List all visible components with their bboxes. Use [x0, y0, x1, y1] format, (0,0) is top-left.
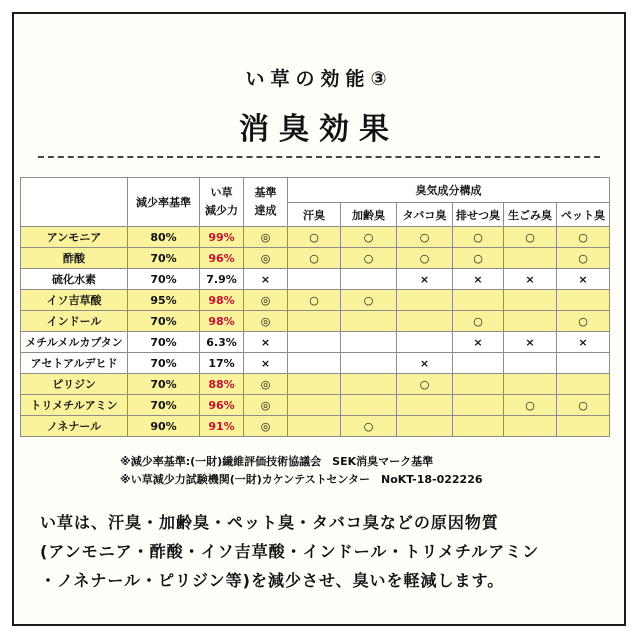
standard-cell: 70% [128, 395, 200, 416]
odor-mark-cell [504, 416, 557, 437]
met-cell: ◎ [244, 395, 288, 416]
table-row [21, 290, 610, 311]
description-line: ・ノネナール・ピリジン等)を減少させ、臭いを軽減します。 [40, 571, 505, 590]
power-cell: 99% [200, 227, 244, 248]
substance-name-cell: 酢酸 [21, 248, 128, 269]
odor-mark-cell: ○ [288, 290, 341, 311]
odor-mark-cell [341, 353, 397, 374]
footnotes [120, 453, 483, 489]
met-cell: × [244, 332, 288, 353]
odor-mark-cell [288, 269, 341, 290]
substance-name-cell: メチルメルカプタン [21, 332, 128, 353]
standard-cell: 70% [128, 269, 200, 290]
header-odor-column: タバコ臭 [397, 203, 453, 227]
odor-mark-cell: ○ [397, 374, 453, 395]
odor-mark-cell: ○ [288, 248, 341, 269]
footnote: ※い草減少力試験機関(一財)カケンテストセンター NoKT-18-022226 [120, 473, 483, 486]
odor-mark-cell [453, 416, 504, 437]
header-substance [21, 178, 128, 227]
odor-mark-cell [341, 374, 397, 395]
odor-mark-cell [397, 395, 453, 416]
odor-mark-cell [341, 332, 397, 353]
page-title: 消臭効果 [239, 112, 399, 147]
power-cell: 6.3% [200, 332, 244, 353]
substance-name-cell: トリメチルアミン [21, 395, 128, 416]
odor-mark-cell [288, 374, 341, 395]
odor-mark-cell: × [397, 353, 453, 374]
odor-mark-cell [341, 395, 397, 416]
substance-name-cell: ピリジン [21, 374, 128, 395]
description-line: い草は、汗臭・加齢臭・ペット臭・タバコ臭などの原因物質 [40, 513, 499, 532]
odor-mark-cell: ○ [557, 311, 610, 332]
description-line: (アンモニア・酢酸・イソ吉草酸・インドール・トリメチルアミン [40, 542, 540, 561]
met-cell: ◎ [244, 248, 288, 269]
odor-mark-cell [504, 353, 557, 374]
table-row [21, 311, 610, 332]
odor-mark-cell [557, 353, 610, 374]
standard-cell: 90% [128, 416, 200, 437]
footnote: ※減少率基準:(一財)繊維評価技術協議会 SEK消臭マーク基準 [120, 455, 434, 468]
odor-mark-cell [397, 332, 453, 353]
substance-name-cell: アセトアルデヒド [21, 353, 128, 374]
odor-mark-cell [341, 311, 397, 332]
odor-mark-cell: × [504, 332, 557, 353]
odor-mark-cell: × [557, 332, 610, 353]
header-odor-column: 排せつ臭 [453, 203, 504, 227]
odor-mark-cell [504, 248, 557, 269]
odor-mark-cell: ○ [557, 227, 610, 248]
odor-mark-cell [453, 290, 504, 311]
standard-cell: 80% [128, 227, 200, 248]
dashed-divider [38, 156, 600, 158]
table-row [21, 269, 610, 290]
odor-mark-cell [557, 290, 610, 311]
standard-cell: 70% [128, 311, 200, 332]
power-cell: 88% [200, 374, 244, 395]
header-odor-column: 汗臭 [288, 203, 341, 227]
table-row [21, 227, 610, 248]
header-reduction-standard: 減少率基準 [128, 178, 200, 227]
met-cell: × [244, 269, 288, 290]
standard-cell: 70% [128, 248, 200, 269]
header-reduction-power: い草 減少力 [200, 178, 244, 227]
odor-mark-cell [504, 290, 557, 311]
table-row [21, 395, 610, 416]
odor-mark-cell: × [453, 332, 504, 353]
header-odor-column: 生ごみ臭 [504, 203, 557, 227]
odor-mark-cell: ○ [453, 227, 504, 248]
odor-mark-cell [557, 374, 610, 395]
power-cell: 98% [200, 311, 244, 332]
odor-mark-cell [341, 269, 397, 290]
substance-name-cell: ノネナール [21, 416, 128, 437]
substance-name-cell: 硫化水素 [21, 269, 128, 290]
power-cell: 96% [200, 395, 244, 416]
table-row [21, 332, 610, 353]
power-cell: 17% [200, 353, 244, 374]
substance-name-cell: アンモニア [21, 227, 128, 248]
odor-mark-cell [453, 353, 504, 374]
page-subtitle: い草の効能③ [245, 68, 393, 90]
odor-mark-cell: ○ [453, 311, 504, 332]
standard-cell: 70% [128, 332, 200, 353]
substance-name-cell: イソ吉草酸 [21, 290, 128, 311]
met-cell: ◎ [244, 311, 288, 332]
deodorant-table [20, 177, 610, 437]
odor-mark-cell [397, 290, 453, 311]
odor-mark-cell [288, 332, 341, 353]
odor-mark-cell: ○ [341, 290, 397, 311]
odor-mark-cell [288, 353, 341, 374]
met-cell: × [244, 353, 288, 374]
met-cell: ◎ [244, 374, 288, 395]
odor-mark-cell [288, 416, 341, 437]
table-row [21, 374, 610, 395]
standard-cell: 70% [128, 353, 200, 374]
table-row [21, 416, 610, 437]
odor-mark-cell: ○ [397, 248, 453, 269]
header-odor-column: 加齢臭 [341, 203, 397, 227]
odor-mark-cell: ○ [341, 227, 397, 248]
odor-mark-cell: ○ [557, 395, 610, 416]
odor-mark-cell [504, 374, 557, 395]
odor-mark-cell: ○ [453, 248, 504, 269]
odor-mark-cell: ○ [557, 248, 610, 269]
odor-mark-cell [397, 311, 453, 332]
odor-mark-cell [288, 395, 341, 416]
table-row [21, 353, 610, 374]
odor-mark-cell: × [397, 269, 453, 290]
odor-mark-cell: × [557, 269, 610, 290]
table-row [21, 248, 610, 269]
odor-mark-cell [288, 311, 341, 332]
power-cell: 96% [200, 248, 244, 269]
odor-mark-cell: ○ [341, 248, 397, 269]
met-cell: ◎ [244, 290, 288, 311]
odor-mark-cell: ○ [397, 227, 453, 248]
met-cell: ◎ [244, 416, 288, 437]
odor-mark-cell [453, 395, 504, 416]
odor-mark-cell: × [453, 269, 504, 290]
power-cell: 91% [200, 416, 244, 437]
header-odor-group: 臭気成分構成 [288, 178, 610, 203]
table-body [21, 227, 610, 437]
power-cell: 98% [200, 290, 244, 311]
odor-mark-cell [504, 311, 557, 332]
standard-cell: 95% [128, 290, 200, 311]
odor-mark-cell: ○ [504, 227, 557, 248]
header-odor-column: ペット臭 [557, 203, 610, 227]
standard-cell: 70% [128, 374, 200, 395]
odor-mark-cell [397, 416, 453, 437]
odor-mark-cell: × [504, 269, 557, 290]
odor-mark-cell [453, 374, 504, 395]
substance-name-cell: インドール [21, 311, 128, 332]
description-text [40, 508, 600, 595]
odor-mark-cell: ○ [341, 416, 397, 437]
power-cell: 7.9% [200, 269, 244, 290]
odor-mark-cell: ○ [288, 227, 341, 248]
met-cell: ◎ [244, 227, 288, 248]
odor-mark-cell [557, 416, 610, 437]
odor-mark-cell: ○ [504, 395, 557, 416]
header-standard-met: 基準 達成 [244, 178, 288, 227]
